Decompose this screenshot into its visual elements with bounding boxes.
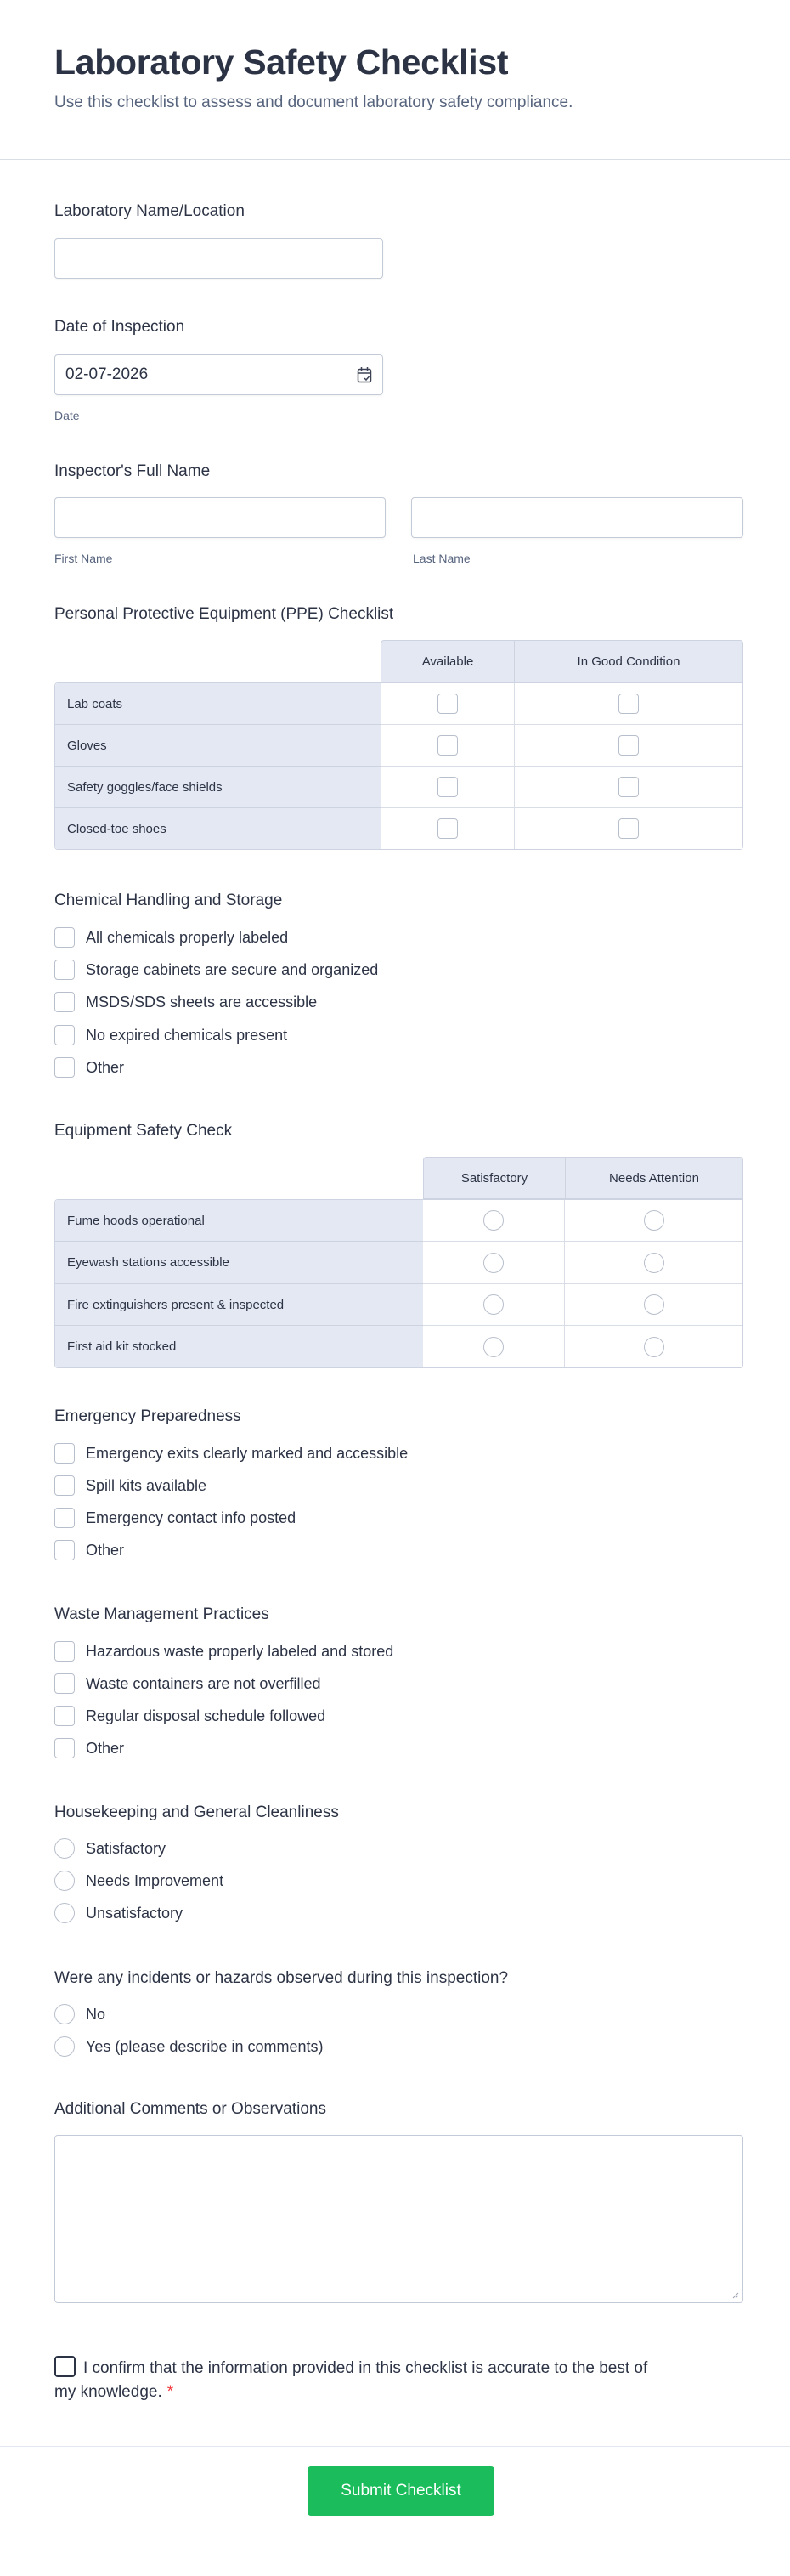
fume-hoods-satisfactory-radio[interactable] xyxy=(483,1210,504,1231)
inspection-date-value: 02-07-2026 xyxy=(65,365,149,383)
equipment-col-satisfactory: Satisfactory xyxy=(423,1157,566,1199)
last-name-sublabel: Last Name xyxy=(413,552,471,565)
checkbox[interactable] xyxy=(54,1475,75,1496)
housekeeping-label: Housekeeping and General Cleanliness xyxy=(54,1803,339,1821)
ppe-goggles-available-checkbox[interactable] xyxy=(437,777,458,797)
comments-label: Additional Comments or Observations xyxy=(54,2100,326,2118)
ppe-cell xyxy=(381,725,515,767)
date-sublabel: Date xyxy=(54,409,80,422)
required-asterisk: * xyxy=(166,2383,174,2401)
form-header xyxy=(0,0,790,160)
chemical-label: Chemical Handling and Storage xyxy=(54,892,283,909)
fire-extinguishers-needs-attention-radio[interactable] xyxy=(644,1294,664,1315)
incidents-option[interactable]: Yes (please describe in comments) xyxy=(54,2035,323,2058)
chemical-option[interactable]: All chemicals properly labeled xyxy=(54,926,288,948)
confirm-text: I confirm that the information provided in this checklist is accurate to the best of my knowledge. xyxy=(54,2359,648,2401)
ppe-cell xyxy=(515,683,742,725)
equipment-cell xyxy=(565,1284,742,1326)
equipment-cell xyxy=(423,1200,565,1242)
last-name-input[interactable] xyxy=(411,497,743,538)
ppe-col-available: Available xyxy=(381,640,515,682)
checkbox[interactable] xyxy=(54,1025,75,1045)
waste-option[interactable]: Other xyxy=(54,1737,124,1759)
ppe-col-good-condition: In Good Condition xyxy=(514,640,743,682)
equipment-row-label: First aid kit stocked xyxy=(55,1326,423,1367)
equipment-cell xyxy=(565,1200,742,1242)
checkbox[interactable] xyxy=(54,960,75,980)
ppe-cell xyxy=(515,767,742,808)
waste-option[interactable]: Regular disposal schedule followed xyxy=(54,1705,325,1727)
ppe-cell xyxy=(515,808,742,849)
ppe-row-label: Lab coats xyxy=(55,683,381,725)
housekeeping-option[interactable]: Unsatisfactory xyxy=(54,1902,183,1924)
checkbox[interactable] xyxy=(54,1508,75,1528)
checkbox[interactable] xyxy=(54,992,75,1012)
radio[interactable] xyxy=(54,2036,75,2057)
page-title: Laboratory Safety Checklist xyxy=(54,42,509,82)
waste-option[interactable]: Hazardous waste properly labeled and stored xyxy=(54,1640,393,1662)
chemical-option[interactable]: MSDS/SDS sheets are accessible xyxy=(54,991,317,1013)
resize-handle-icon[interactable] xyxy=(732,2292,739,2299)
checkbox[interactable] xyxy=(54,1057,75,1078)
chemical-option[interactable]: No expired chemicals present xyxy=(54,1024,287,1046)
radio[interactable] xyxy=(54,1871,75,1891)
equipment-label: Equipment Safety Check xyxy=(54,1122,233,1140)
calendar-icon[interactable] xyxy=(357,366,372,383)
ppe-lab-coats-available-checkbox[interactable] xyxy=(437,694,458,714)
ppe-cell xyxy=(381,808,515,849)
chemical-option[interactable]: Other xyxy=(54,1056,124,1079)
confirm-checkbox[interactable] xyxy=(54,2356,76,2377)
checkbox[interactable] xyxy=(54,1540,75,1560)
ppe-row-label: Safety goggles/face shields xyxy=(55,767,381,808)
ppe-cell xyxy=(515,725,742,767)
equipment-cell xyxy=(565,1242,742,1284)
lab-name-input[interactable] xyxy=(54,238,383,279)
radio[interactable] xyxy=(54,1903,75,1923)
equipment-row-label: Fume hoods operational xyxy=(55,1200,423,1242)
checkbox[interactable] xyxy=(54,1641,75,1662)
checkbox[interactable] xyxy=(54,1443,75,1464)
ppe-cell xyxy=(381,683,515,725)
equipment-cell xyxy=(423,1242,565,1284)
equipment-cell xyxy=(423,1284,565,1326)
equipment-cell xyxy=(565,1326,742,1367)
inspector-name-label: Inspector's Full Name xyxy=(54,462,211,480)
eyewash-needs-attention-radio[interactable] xyxy=(644,1253,664,1273)
emergency-label: Emergency Preparedness xyxy=(54,1407,241,1425)
housekeeping-option[interactable]: Needs Improvement xyxy=(54,1870,223,1892)
incidents-option[interactable]: No xyxy=(54,2003,105,2025)
ppe-row-label: Closed-toe shoes xyxy=(55,808,381,849)
checkbox[interactable] xyxy=(54,1706,75,1726)
equipment-row-label: Eyewash stations accessible xyxy=(55,1242,423,1284)
housekeeping-option[interactable]: Satisfactory xyxy=(54,1837,166,1860)
first-name-input[interactable] xyxy=(54,497,386,538)
submit-button[interactable]: Submit Checklist xyxy=(308,2466,494,2516)
inspection-date-label: Date of Inspection xyxy=(54,318,185,336)
checkbox[interactable] xyxy=(54,927,75,948)
first-aid-satisfactory-radio[interactable] xyxy=(483,1337,504,1357)
ppe-lab-coats-condition-checkbox[interactable] xyxy=(618,694,639,714)
eyewash-satisfactory-radio[interactable] xyxy=(483,1253,504,1273)
first-name-sublabel: First Name xyxy=(54,552,113,565)
waste-label: Waste Management Practices xyxy=(54,1605,269,1623)
equipment-row-label: Fire extinguishers present & inspected xyxy=(55,1284,423,1326)
emergency-option[interactable]: Emergency exits clearly marked and accessible xyxy=(54,1442,408,1464)
emergency-option[interactable]: Spill kits available xyxy=(54,1475,206,1497)
equipment-col-needs-attention: Needs Attention xyxy=(565,1157,743,1199)
waste-option[interactable]: Waste containers are not overfilled xyxy=(54,1673,320,1695)
fire-extinguishers-satisfactory-radio[interactable] xyxy=(483,1294,504,1315)
ppe-gloves-condition-checkbox[interactable] xyxy=(618,735,639,756)
ppe-shoes-available-checkbox[interactable] xyxy=(437,818,458,839)
emergency-option[interactable]: Other xyxy=(54,1539,124,1561)
ppe-shoes-condition-checkbox[interactable] xyxy=(618,818,639,839)
radio[interactable] xyxy=(54,2004,75,2024)
ppe-gloves-available-checkbox[interactable] xyxy=(437,735,458,756)
page-subtitle: Use this checklist to assess and document laboratory safety compliance. xyxy=(54,93,573,111)
checkbox[interactable] xyxy=(54,1738,75,1758)
ppe-cell xyxy=(381,767,515,808)
lab-name-label: Laboratory Name/Location xyxy=(54,202,245,220)
equipment-cell xyxy=(423,1326,565,1367)
checkbox[interactable] xyxy=(54,1673,75,1694)
first-aid-needs-attention-radio[interactable] xyxy=(644,1337,664,1357)
ppe-row-label: Gloves xyxy=(55,725,381,767)
footer-divider xyxy=(0,2446,790,2447)
inspection-date-input[interactable] xyxy=(54,354,383,395)
comments-textarea[interactable] xyxy=(54,2135,743,2303)
ppe-label: Personal Protective Equipment (PPE) Checklist xyxy=(54,605,394,623)
fume-hoods-needs-attention-radio[interactable] xyxy=(644,1210,664,1231)
ppe-goggles-condition-checkbox[interactable] xyxy=(618,777,639,797)
emergency-option[interactable]: Emergency contact info posted xyxy=(54,1507,296,1529)
incidents-label: Were any incidents or hazards observed during this inspection? xyxy=(54,1969,509,1987)
confirm-consent[interactable] xyxy=(54,2356,666,2404)
radio[interactable] xyxy=(54,1838,75,1859)
chemical-option[interactable]: Storage cabinets are secure and organized xyxy=(54,959,378,981)
